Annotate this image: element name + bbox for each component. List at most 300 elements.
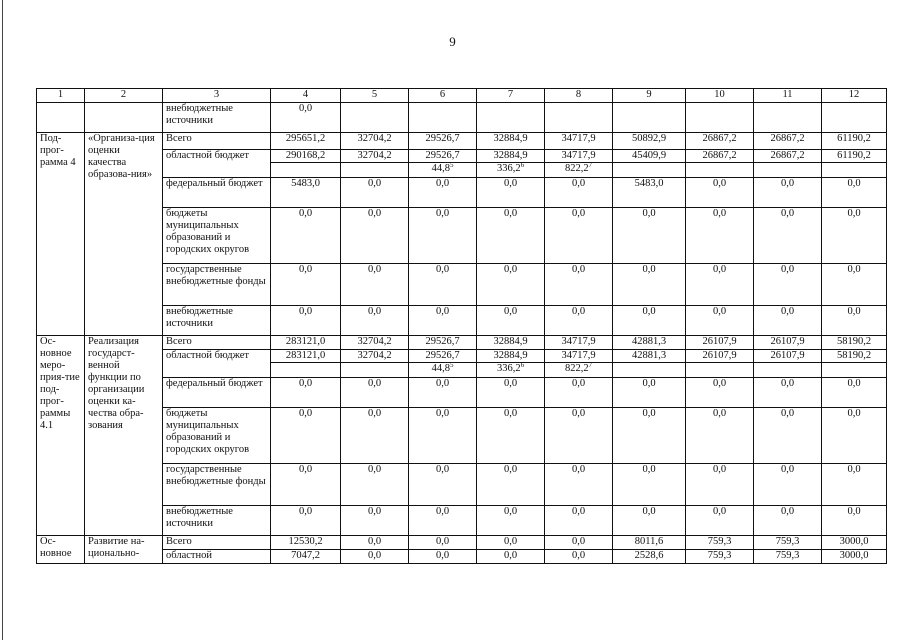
value-cell: [822, 550, 887, 564]
empty-subline: [822, 162, 886, 175]
row-group-type: Под-прог-рамма 4: [37, 133, 85, 336]
value-cell: [477, 306, 545, 336]
value-text: 0,0: [367, 306, 382, 317]
value-cell: [686, 408, 754, 464]
value-text: 0,0: [642, 306, 656, 317]
value-cell: [271, 550, 341, 564]
value-cell: [409, 208, 477, 264]
value-cell: [822, 306, 887, 336]
value-text: 0,0: [435, 550, 450, 561]
value-cell: [613, 550, 686, 564]
row-label: государственные внебюджетные фонды: [163, 264, 271, 306]
value-text: 283121,0: [285, 350, 326, 361]
value-cell: [271, 378, 341, 408]
table-row: [37, 464, 887, 506]
value-cell: [271, 208, 341, 264]
value-text: 29526,7: [425, 133, 460, 144]
value-cell: [754, 133, 822, 150]
value-text: 32884,9: [493, 336, 528, 347]
value-text: 0,0: [435, 264, 450, 275]
value-cell: [822, 536, 887, 550]
value-text: 0,0: [780, 264, 795, 275]
empty-subline: [754, 162, 821, 175]
value-cell: [477, 133, 545, 150]
value-cell: [409, 378, 477, 408]
header-cell: 3: [163, 89, 271, 103]
value-text: 0,0: [435, 408, 450, 419]
value-text: 7047,2: [291, 550, 320, 561]
row-group-title: «Организа-ция оценки качества образова-ния»: [85, 133, 163, 336]
value-text: 0,0: [780, 378, 795, 389]
value-cell: [545, 306, 613, 336]
footnote-value: [477, 362, 544, 375]
value-text: 0,0: [571, 506, 586, 517]
value-text: 0,0: [503, 378, 518, 389]
value-cell: [613, 536, 686, 550]
value-cell: [754, 464, 822, 506]
value-cell: [686, 506, 754, 536]
table-row: [37, 378, 887, 408]
value-text: 295651,2: [285, 133, 326, 144]
value-text: 29526,7: [425, 336, 460, 347]
footnote-amount: 44,8: [431, 363, 450, 374]
value-cell: [341, 506, 409, 536]
footnote-mark: 5: [449, 161, 454, 169]
value-cell: [754, 150, 822, 178]
value-cell: [754, 536, 822, 550]
value-cell: [613, 378, 686, 408]
value-text: 0,0: [571, 536, 586, 547]
value-text: 759,3: [707, 536, 732, 547]
row-label: Всего: [163, 536, 271, 550]
value-text: 0,0: [503, 506, 518, 517]
header-cell: 1: [37, 89, 85, 103]
value-text: 0,0: [712, 264, 727, 275]
value-cell: [545, 408, 613, 464]
empty-subline: [271, 162, 340, 175]
value-cell: [613, 350, 686, 378]
value-cell: [686, 350, 754, 378]
value-text: 0,0: [503, 264, 518, 275]
value-cell: [686, 550, 754, 564]
value-text: 0,0: [435, 464, 450, 475]
value-cell: [613, 150, 686, 178]
value-text: 0,0: [503, 208, 518, 219]
row-label: Всего: [163, 133, 271, 150]
value-cell: [271, 178, 341, 208]
row-label: внебюджетные источники: [163, 506, 271, 536]
value-text: 12530,2: [288, 536, 323, 547]
value-text: 0,0: [503, 536, 518, 547]
footnote-amount: 336,2: [496, 163, 521, 174]
value-cell: [822, 408, 887, 464]
value-cell: [613, 306, 686, 336]
empty-subline: [341, 162, 408, 175]
value-cell: [341, 378, 409, 408]
table-row: [37, 350, 887, 378]
table-row: [37, 506, 887, 536]
value-text: 0,0: [642, 506, 656, 517]
table-row: [37, 306, 887, 336]
value-cell: [545, 133, 613, 150]
value-text: 0,0: [298, 306, 313, 317]
value-cell: [477, 464, 545, 506]
value-text: 26867,2: [770, 133, 805, 144]
value-cell: [271, 350, 341, 378]
value-cell: [545, 464, 613, 506]
value-text: 0,0: [642, 464, 656, 475]
value-cell: [545, 506, 613, 536]
value-text: 32704,2: [357, 350, 392, 361]
value-cell: [341, 264, 409, 306]
footnote-value: [545, 362, 612, 375]
value-cell: [271, 536, 341, 550]
header-cell: 12: [822, 89, 887, 103]
value-cell: [341, 178, 409, 208]
value-cell: [822, 350, 887, 378]
value-text: 283121,0: [285, 336, 326, 347]
table-row: [37, 103, 887, 133]
value-text: 0,0: [435, 178, 450, 189]
row-label: Всего: [163, 336, 271, 350]
value-cell: [686, 150, 754, 178]
value-cell: [477, 506, 545, 536]
page-left-edge-line: [2, 0, 3, 640]
value-text: 0,0: [642, 264, 656, 275]
value-cell: [409, 408, 477, 464]
footnote-mark: 6: [520, 361, 525, 369]
value-cell: [271, 408, 341, 464]
value-text: 0,0: [847, 408, 861, 419]
value-cell: [545, 178, 613, 208]
value-text: 3000,0: [839, 550, 869, 561]
value-text: 0,0: [642, 408, 656, 419]
value-text: 290168,2: [285, 150, 326, 161]
empty-subline: [754, 362, 821, 375]
header-row: [37, 89, 887, 103]
value-text: 0,0: [503, 306, 518, 317]
value-cell: [409, 336, 477, 350]
value-cell: [613, 464, 686, 506]
row-label: бюджеты муниципальных образований и городских округов: [163, 408, 271, 464]
header-cell: 6: [409, 89, 477, 103]
value-cell: [341, 208, 409, 264]
value-cell: [822, 208, 887, 264]
value-cell: [545, 264, 613, 306]
footnote-value: [545, 162, 612, 175]
row-label: федеральный бюджет: [163, 378, 271, 408]
value-cell: 0,0: [271, 103, 341, 133]
value-text: 42881,3: [631, 336, 667, 347]
value-cell: [686, 133, 754, 150]
value-text: 0,0: [780, 178, 795, 189]
value-text: 0,0: [780, 306, 795, 317]
value-cell: [477, 536, 545, 550]
row-group-title: Реализация государст-венной функции по организации оценки ка-чества обра-зования: [85, 336, 163, 536]
value-cell: [754, 506, 822, 536]
value-cell: [613, 133, 686, 150]
footnote-mark: 7: [588, 161, 593, 169]
value-cell: [822, 336, 887, 350]
value-cell: [477, 378, 545, 408]
footnote-value: [477, 162, 544, 175]
table-row: [37, 550, 887, 564]
value-text: 5483,0: [291, 178, 320, 189]
value-text: 0,0: [367, 208, 382, 219]
value-text: 0,0: [435, 536, 450, 547]
value-text: 26867,2: [702, 133, 737, 144]
value-cell: [822, 264, 887, 306]
empty-subline: [686, 162, 753, 175]
value-text: 61190,2: [837, 133, 871, 144]
value-cell: [409, 550, 477, 564]
header-cell: 2: [85, 89, 163, 103]
header-cell: 4: [271, 89, 341, 103]
value-cell: [686, 464, 754, 506]
table-row: [37, 133, 887, 150]
value-cell: [754, 378, 822, 408]
value-text: 0,0: [571, 378, 586, 389]
value-text: 61190,2: [837, 150, 871, 161]
table-row: [37, 536, 887, 550]
value-cell: [754, 264, 822, 306]
value-cell: [341, 536, 409, 550]
value-text: 0,0: [571, 550, 586, 561]
value-text: 0,0: [367, 550, 382, 561]
value-text: 0,0: [435, 378, 450, 389]
value-text: 0,0: [571, 208, 586, 219]
value-text: 5483,0: [634, 178, 664, 189]
value-cell: [477, 350, 545, 378]
value-text: 0,0: [367, 536, 382, 547]
value-text: 0,0: [298, 264, 313, 275]
value-text: 26107,9: [702, 350, 737, 361]
footnote-amount: 44,8: [431, 163, 450, 174]
value-text: 42881,3: [631, 350, 667, 361]
value-text: 0,0: [503, 464, 518, 475]
value-text: 0,0: [367, 464, 382, 475]
value-text: 0,0: [642, 208, 656, 219]
value-cell: [477, 408, 545, 464]
row-label: областной: [163, 550, 271, 564]
value-cell: [341, 150, 409, 178]
table-row: [37, 208, 887, 264]
footnote-amount: 822,2: [564, 163, 589, 174]
empty-subline: [613, 362, 685, 375]
row-label: внебюджетные источники: [163, 306, 271, 336]
value-cell: [754, 208, 822, 264]
value-cell: [341, 336, 409, 350]
value-cell: [754, 178, 822, 208]
value-cell: [341, 133, 409, 150]
footnote-value: [409, 362, 476, 375]
value-cell: [822, 150, 887, 178]
value-cell: [754, 350, 822, 378]
value-text: 0,0: [367, 506, 382, 517]
value-text: 32884,9: [493, 150, 528, 161]
value-cell: [477, 264, 545, 306]
value-text: 45409,9: [631, 150, 667, 161]
value-cell: [409, 133, 477, 150]
value-cell: [271, 336, 341, 350]
value-text: 0,0: [847, 208, 861, 219]
value-text: 0,0: [298, 408, 313, 419]
value-text: 32704,2: [357, 133, 392, 144]
value-cell: [477, 178, 545, 208]
value-text: 0,0: [435, 306, 450, 317]
row-label: государственные внебюджетные фонды: [163, 464, 271, 506]
value-cell: [341, 464, 409, 506]
empty-subline: [822, 362, 886, 375]
value-cell: [822, 133, 887, 150]
value-cell: [341, 550, 409, 564]
value-cell: [409, 306, 477, 336]
value-cell: [545, 550, 613, 564]
value-cell: [686, 208, 754, 264]
value-text: 0,0: [503, 550, 518, 561]
value-text: 0,0: [435, 208, 450, 219]
value-cell: [822, 178, 887, 208]
footnote-amount: 822,2: [564, 363, 589, 374]
row-label: федеральный бюджет: [163, 178, 271, 208]
value-cell: [477, 150, 545, 178]
page-number: 9: [449, 34, 456, 49]
value-cell: [613, 264, 686, 306]
empty-subline: [271, 362, 340, 375]
value-text: 58190,2: [836, 336, 872, 347]
value-text: 0,0: [503, 408, 518, 419]
value-cell: [409, 536, 477, 550]
value-text: 32704,2: [357, 336, 392, 347]
value-text: 50892,9: [631, 133, 667, 144]
row-label: бюджеты муниципальных образований и городских округов: [163, 208, 271, 264]
table-row: [37, 178, 887, 208]
empty-subline: [686, 362, 753, 375]
footnote-mark: 5: [449, 361, 454, 369]
value-cell: [545, 336, 613, 350]
value-text: 0,0: [712, 378, 727, 389]
value-cell: [477, 550, 545, 564]
header-cell: 5: [341, 89, 409, 103]
row-label: областной бюджет: [163, 150, 271, 178]
row-group-title: Развитие на-ционально-: [85, 536, 163, 564]
table-row: [37, 336, 887, 350]
value-cell: [822, 378, 887, 408]
value-text: 29526,7: [425, 150, 460, 161]
header-cell: 10: [686, 89, 754, 103]
value-text: 34717,9: [561, 336, 596, 347]
footnote-mark: 7: [588, 361, 593, 369]
footnote-amount: 336,2: [496, 363, 521, 374]
value-text: 0,0: [712, 178, 727, 189]
value-text: 759,3: [775, 536, 800, 547]
value-cell: [409, 178, 477, 208]
value-cell: [613, 178, 686, 208]
value-text: 0,0: [571, 178, 586, 189]
value-text: 0,0: [847, 306, 861, 317]
value-text: 26867,2: [770, 150, 805, 161]
value-text: 0,0: [712, 408, 727, 419]
value-text: 0,0: [847, 264, 861, 275]
value-text: 0,0: [367, 178, 382, 189]
value-cell: [613, 336, 686, 350]
value-cell: [341, 350, 409, 378]
value-text: 32884,9: [493, 350, 528, 361]
value-text: 759,3: [707, 550, 732, 561]
value-cell: [686, 178, 754, 208]
value-cell: [754, 408, 822, 464]
value-cell: [409, 264, 477, 306]
value-text: 26107,9: [770, 336, 805, 347]
value-text: 26867,2: [702, 150, 737, 161]
value-cell: [271, 506, 341, 536]
value-cell: [686, 336, 754, 350]
value-text: 0,0: [780, 208, 795, 219]
header-cell: 8: [545, 89, 613, 103]
row-label: внебюджетные источники: [163, 103, 271, 133]
value-text: 34717,9: [561, 350, 596, 361]
header-cell: 11: [754, 89, 822, 103]
value-cell: [686, 264, 754, 306]
value-text: 29526,7: [425, 350, 460, 361]
value-text: 26107,9: [702, 336, 737, 347]
value-cell: [686, 306, 754, 336]
value-text: 0,0: [435, 506, 450, 517]
value-text: 0,0: [298, 506, 313, 517]
value-cell: [409, 350, 477, 378]
value-cell: [271, 150, 341, 178]
value-cell: [613, 408, 686, 464]
value-text: 0,0: [367, 408, 382, 419]
empty-subline: [613, 162, 685, 175]
table-row: [37, 408, 887, 464]
value-text: 0,0: [571, 464, 586, 475]
value-text: 0,0: [298, 208, 313, 219]
value-cell: [271, 306, 341, 336]
value-cell: [545, 208, 613, 264]
row-group-type: Ос-новное меро-прия-тие под-прог-раммы 4.1: [37, 336, 85, 536]
value-cell: [754, 306, 822, 336]
header-cell: 7: [477, 89, 545, 103]
table-row: [37, 264, 887, 306]
value-cell: [409, 506, 477, 536]
value-text: 0,0: [571, 306, 586, 317]
value-cell: [341, 306, 409, 336]
value-cell: [545, 378, 613, 408]
value-cell: [409, 150, 477, 178]
value-text: 58190,2: [836, 350, 872, 361]
value-text: 0,0: [571, 408, 586, 419]
value-cell: [545, 150, 613, 178]
value-cell: [613, 506, 686, 536]
value-text: 0,0: [298, 378, 313, 389]
value-text: 0,0: [298, 464, 313, 475]
row-group-type: Ос-новное: [37, 536, 85, 564]
table-row: [37, 150, 887, 178]
empty-subline: [341, 362, 408, 375]
value-cell: [477, 208, 545, 264]
value-cell: [754, 550, 822, 564]
value-text: 0,0: [367, 378, 382, 389]
value-text: 32704,2: [357, 150, 392, 161]
header-cell: 9: [613, 89, 686, 103]
value-text: 0,0: [712, 208, 727, 219]
value-text: 0,0: [367, 264, 382, 275]
value-cell: [822, 506, 887, 536]
value-cell: [686, 378, 754, 408]
value-text: 0,0: [642, 378, 656, 389]
value-cell: [477, 336, 545, 350]
